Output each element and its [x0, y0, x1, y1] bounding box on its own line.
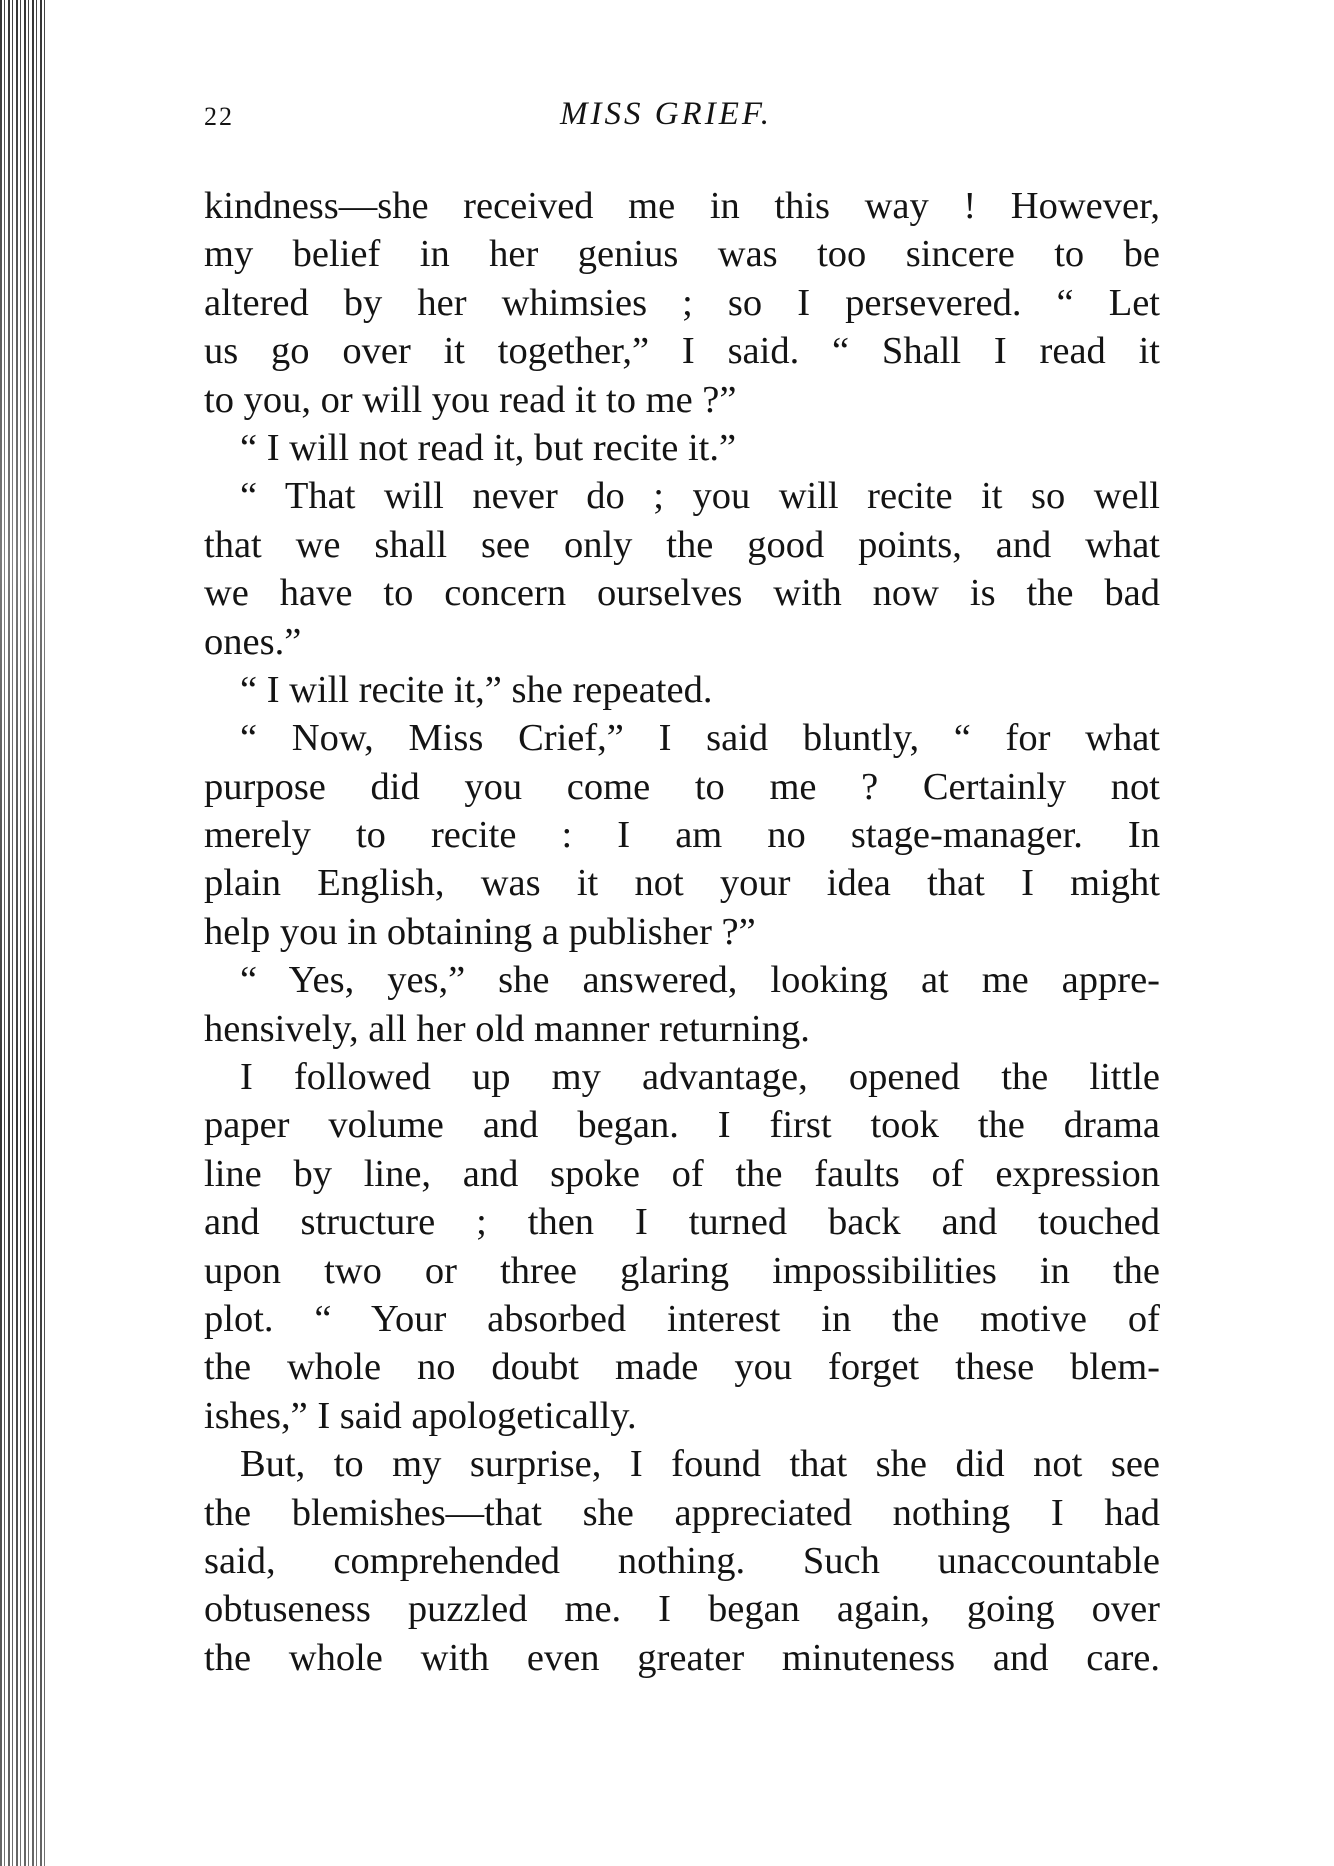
- text-line: “ I will not read it, but recite it.”: [240, 426, 737, 469]
- text-line: us go over it together,” I said. “ Shall I read it: [204, 330, 1160, 373]
- text-line: “ I will recite it,” she repeated.: [240, 668, 713, 711]
- text-line: upon two or three glaring impossibilities in the: [204, 1249, 1160, 1292]
- text-line: merely to recite : I am no stage-manager. In: [204, 814, 1160, 857]
- text-line: the blemishes—that she appreciated nothing I had: [204, 1491, 1160, 1534]
- text-line: ones.”: [204, 620, 302, 663]
- page-number: 22: [204, 102, 234, 131]
- text-line: the whole no doubt made you forget these blem-: [204, 1346, 1160, 1389]
- text-line: and structure ; then I turned back and touched: [204, 1201, 1160, 1244]
- text-line: altered by her whimsies ; so I persevered. “ Let: [204, 281, 1160, 324]
- text-line: paper volume and began. I first took the drama: [204, 1104, 1160, 1147]
- text-line: hensively, all her old manner returning.: [204, 1007, 810, 1050]
- running-head: [204, 96, 1160, 144]
- text-line: obtuseness puzzled me. I began again, going over: [204, 1588, 1160, 1631]
- text-line: But, to my surprise, I found that she did not see: [240, 1443, 1160, 1486]
- binding-edge: [0, 0, 46, 1866]
- text-line: “ Now, Miss Crief,” I said bluntly, “ for what: [240, 717, 1160, 760]
- text-line: we have to concern ourselves with now is the bad: [204, 572, 1160, 615]
- text-line: the whole with even greater minuteness and care.: [204, 1636, 1160, 1679]
- running-title: MISS GRIEF.: [560, 96, 773, 132]
- text-line: I followed up my advantage, opened the little: [240, 1056, 1160, 1099]
- body-text: [204, 182, 1160, 1682]
- text-line: that we shall see only the good points, and what: [204, 523, 1160, 566]
- text-line: my belief in her genius was too sincere to be: [204, 233, 1160, 276]
- text-line: to you, or will you read it to me ?”: [204, 378, 737, 421]
- text-line: line by line, and spoke of the faults of expression: [204, 1152, 1160, 1195]
- text-line: kindness—she received me in this way ! However,: [204, 185, 1160, 227]
- text-line: ishes,” I said apologetically.: [204, 1394, 637, 1437]
- text-line: help you in obtaining a publisher ?”: [204, 910, 756, 953]
- text-line: “ That will never do ; you will recite it so well: [240, 475, 1160, 518]
- text-line: plot. “ Your absorbed interest in the motive of: [204, 1297, 1160, 1340]
- text-line: plain English, was it not your idea that I might: [204, 862, 1160, 905]
- text-line: “ Yes, yes,” she answered, looking at me appre-: [240, 959, 1160, 1002]
- text-line: purpose did you come to me ? Certainly not: [204, 765, 1160, 808]
- text-line: said, comprehended nothing. Such unaccountable: [204, 1539, 1160, 1582]
